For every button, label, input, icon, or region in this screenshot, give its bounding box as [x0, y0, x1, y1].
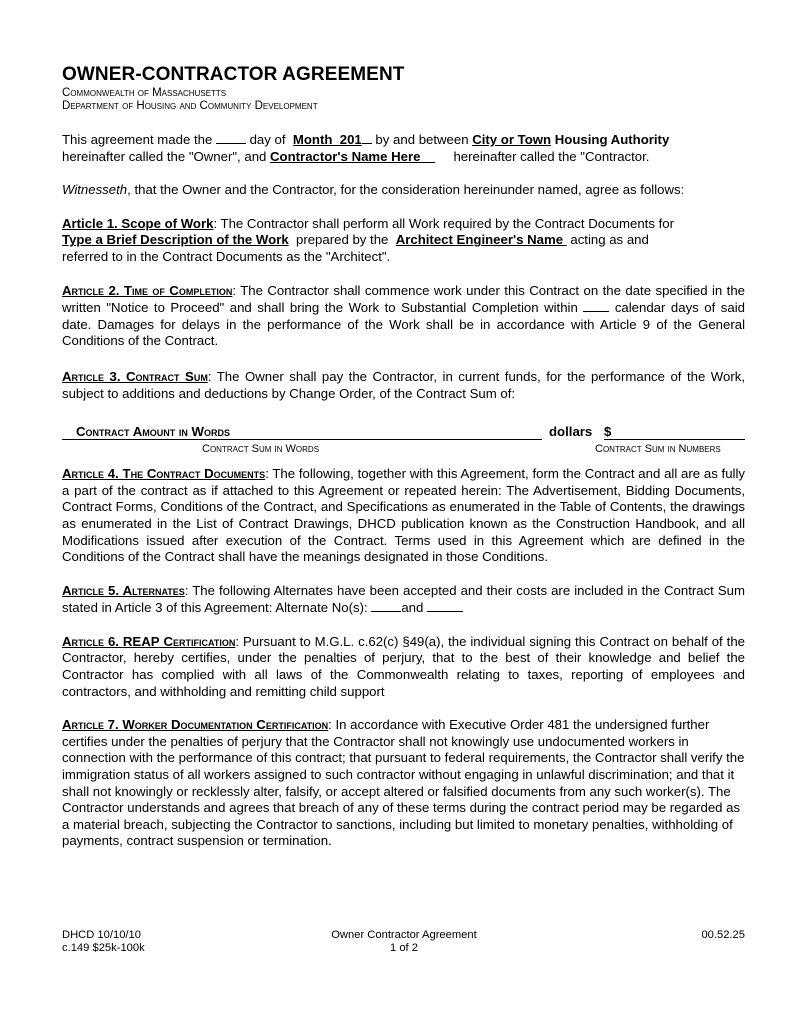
footer-center: Owner Contractor Agreement 1 of 2 [324, 929, 484, 955]
article-7: Article 7. Worker Documentation Certification: In accordance with Executive Order 481 the undersigned further certifies under the penalties of perjury that the Contractor shall not knowingly use undocumented workers in connection with the performance of this contract; that pursuant to federal requirements, the Contractor shall verify the immigration status of all workers assigned to such contractor without engaging in unlawful discrimination; and that it shall not knowingly or recklessly alter, falsify, or accept altered or falsified documents from any such worker(s). The Contractor understands and agrees that breach of any of these terms during the contract period may be regarded as a material breach, subjecting the Contractor to sanctions, including but limited to monetary penalties, withholding of payments, contract suspension or termination. [62, 717, 745, 849]
article-4: Article 4. The Contract Documents: The following, together with this Agreement, form the Contract and all are as fully a part of the contract as if attached to this Agreement or repeated herein: The Advertisement, Bidding Documents, Contract Forms, Conditions of the Contract, and Specifications as enumerated in the Table of Contents, the drawings as enumerated in the List of Contract Drawings, DHCD publication known as the Construction Handbook, and all Modifications issued after execution of the Contract. Terms used in this Agreement which are defined in the Conditions of the Contract shall have the meanings designated in those Conditions. [62, 466, 745, 565]
month-field[interactable]: Month [292, 132, 333, 147]
contract-sum-row [62, 412, 745, 442]
document-code: 00.52.25 [701, 929, 745, 941]
article-5-heading: Article 5. Alternates [62, 582, 185, 598]
article-4-heading: Article 4. The Contract Documents [62, 466, 266, 482]
witnesseth-paragraph: Witnesseth, that the Owner and the Contractor, for the consideration hereinunder named, agree as follows: [62, 182, 685, 198]
article-7-heading: Article 7. Worker Documentation Certification [62, 717, 329, 733]
footer-right [701, 929, 745, 942]
alternate-blank-1[interactable] [371, 599, 401, 612]
article-3-heading: Article 3. Contract Sum [62, 368, 208, 384]
article-1-heading: Article 1. Scope of Work [62, 215, 214, 231]
completion-days-blank[interactable] [583, 299, 609, 312]
city-field[interactable]: City or Town [472, 132, 552, 147]
work-description-field[interactable]: Type a Brief Description of the Work [62, 232, 289, 248]
document-title: OWNER-CONTRACTOR AGREEMENT [62, 64, 405, 85]
contract-sum-labels [62, 442, 745, 456]
label-contract-sum-words: Contract Sum in Words [202, 443, 320, 456]
article-2-heading: Article 2. Time of Completion [62, 282, 233, 298]
dollars-label: dollars [549, 424, 593, 440]
label-contract-sum-numbers: Contract Sum in Numbers [595, 443, 721, 456]
page-number: 1 of 2 [390, 942, 418, 954]
article-6: Article 6. REAP Certification: Pursuant to M.G.L. c.62(c) §49(a), the individual signing this Contract on behalf of the Contractor, hereby certifies, under the penalties of perjury, that to the best of their knowledge and belief the Contractor has complied with all laws of the Commonwealth relating to taxes, reporting of employees and contractors, and withholding and remitting child support [62, 633, 745, 699]
architect-name-field[interactable]: Architect Engineer's Name [395, 232, 564, 248]
footer-left: DHCD 10/10/10 c.149 $25k-100k [62, 929, 145, 954]
contractor-name-field[interactable]: Contractor's Name Here [270, 148, 421, 164]
year-field[interactable]: 201 [336, 132, 362, 147]
article-1: Article 1. Scope of Work: The Contractor shall perform all Work required by the Contract Documents for Type a Brief Description of the Work prepared by the Architect Engineer's Name acting as and referred to in the Contract Documents as the "Architect". [62, 215, 674, 264]
day-blank[interactable] [216, 131, 246, 144]
subtitle-commonwealth: Commonwealth of Massachusetts [62, 87, 227, 99]
contract-amount-numbers-field[interactable]: $ [604, 424, 745, 440]
document-subtitle [62, 87, 745, 113]
article-6-heading: Article 6. REAP Certification [62, 633, 236, 649]
article-5: Article 5. Alternates: The following Alternates have been accepted and their costs are included in the Contract Sum stated in Article 3 of this Agreement: Alternate No(s): and [62, 582, 745, 616]
alternate-blank-2[interactable] [427, 599, 463, 612]
intro-paragraph: This agreement made the day of Month 201 by and between City or Town Housing Authority hereinafter called the "Owner", and Contractor's Name Here hereinafter called the "Contractor. [62, 132, 670, 164]
subtitle-department: Department of Housing and Community Development [62, 100, 318, 112]
article-2: Article 2. Time of Completion: The Contractor shall commence work under this Contract on the date specified in the written "Notice to Proceed" and shall bring the Work to Substantial Completion within calendar days of said date. Damages for delays in the performance of the Work shall be in accordance with Article 9 of the General Conditions of the Contract. [62, 282, 745, 349]
contract-amount-words-field[interactable]: Contract Amount in Words [62, 424, 542, 440]
document-page [62, 64, 745, 850]
article-3: Article 3. Contract Sum: The Owner shall pay the Contractor, in current funds, for the performance of the Work, subject to additions and deductions by Change Order, of the Contract Sum of: [62, 368, 745, 401]
